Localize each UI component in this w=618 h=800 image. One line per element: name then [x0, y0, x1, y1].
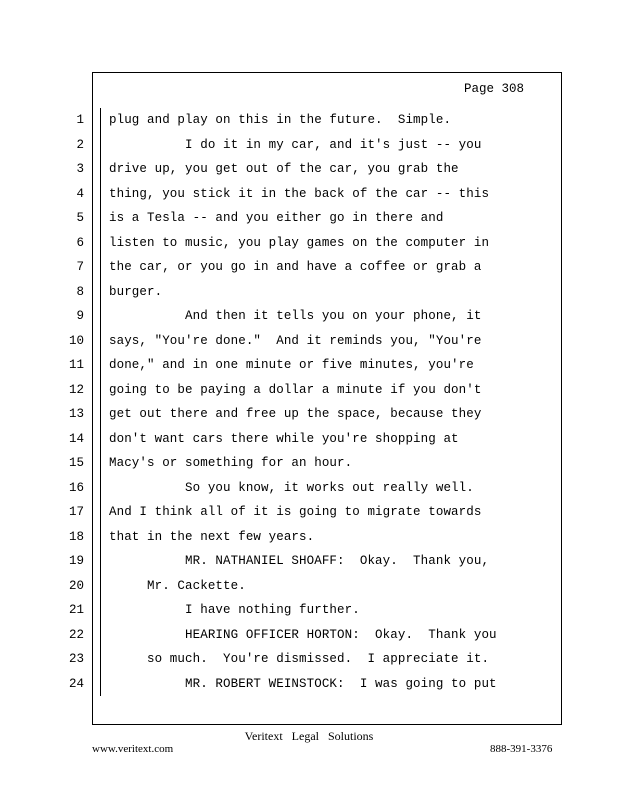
transcript-line: HEARING OFFICER HORTON: Okay. Thank you — [109, 627, 497, 642]
transcript-line: And then it tells you on your phone, it — [109, 309, 482, 323]
line-number: 11 — [68, 358, 84, 372]
footer-phone: 888-391-3376 — [490, 743, 553, 755]
margin-rule — [100, 108, 101, 696]
footer-website: www.veritext.com — [92, 743, 174, 755]
line-number: 14 — [68, 431, 84, 446]
line-number: 17 — [68, 505, 84, 519]
transcript-line: that in the next few years. — [109, 529, 315, 544]
transcript-line: thing, you stick it in the back of the car -- this — [109, 186, 490, 201]
line-number: 20 — [68, 578, 84, 593]
line-number: 24 — [68, 676, 84, 691]
line-number: 21 — [68, 603, 84, 617]
transcript-line: so much. You're dismissed. I appreciate it. — [109, 652, 490, 666]
line-number: 22 — [68, 627, 84, 642]
transcript-line: going to be paying a dollar a minute if you don't — [109, 382, 482, 397]
transcript-line: MR. NATHANIEL SHOAFF: Okay. Thank you, — [109, 554, 490, 568]
footer-company: Veritext Legal Solutions — [244, 729, 374, 743]
transcript-line: the car, or you go in and have a coffee or grab a — [109, 260, 482, 274]
transcript-line: don't want cars there while you're shopping at — [109, 431, 459, 446]
line-number: 12 — [68, 382, 84, 397]
line-number: 19 — [68, 554, 84, 568]
transcript-line: I have nothing further. — [109, 603, 360, 617]
transcript-line: get out there and free up the space, because they — [109, 407, 482, 421]
transcript-line: drive up, you get out of the car, you grab the — [109, 162, 459, 176]
line-number: 1 — [76, 113, 84, 127]
line-number: 13 — [68, 407, 84, 421]
transcript-line: is a Tesla -- and you either go in there and — [109, 211, 444, 225]
transcript-line: burger. — [109, 284, 163, 299]
transcript-line: done," and in one minute or five minutes, you're — [109, 358, 474, 372]
line-number: 4 — [76, 186, 84, 201]
line-number: 3 — [76, 162, 84, 176]
line-number: 2 — [76, 137, 84, 152]
line-number: 9 — [76, 309, 84, 323]
line-number: 18 — [68, 529, 84, 544]
transcript-line: says, "You're done." And it reminds you, "You're — [109, 333, 482, 348]
transcript-line: listen to music, you play games on the computer in — [109, 235, 490, 250]
line-number: 10 — [68, 333, 84, 348]
line-number: 8 — [76, 284, 84, 299]
transcript-line: MR. ROBERT WEINSTOCK: I was going to put — [109, 676, 497, 691]
line-number: 16 — [68, 480, 84, 495]
line-number: 6 — [76, 235, 84, 250]
transcript-line: Mr. Cackette. — [109, 578, 246, 593]
line-number: 5 — [76, 211, 84, 225]
transcript-line: plug and play on this in the future. Simple. — [109, 113, 452, 127]
line-number: 7 — [76, 260, 84, 274]
transcript-line: I do it in my car, and it's just -- you — [109, 137, 482, 152]
page-number: Page 308 — [464, 82, 525, 96]
transcript-line: So you know, it works out really well. — [109, 480, 474, 495]
transcript-line: Macy's or something for an hour. — [109, 456, 353, 470]
line-number: 23 — [68, 652, 84, 666]
transcript-line: And I think all of it is going to migrate towards — [109, 505, 482, 519]
line-number: 15 — [68, 456, 84, 470]
